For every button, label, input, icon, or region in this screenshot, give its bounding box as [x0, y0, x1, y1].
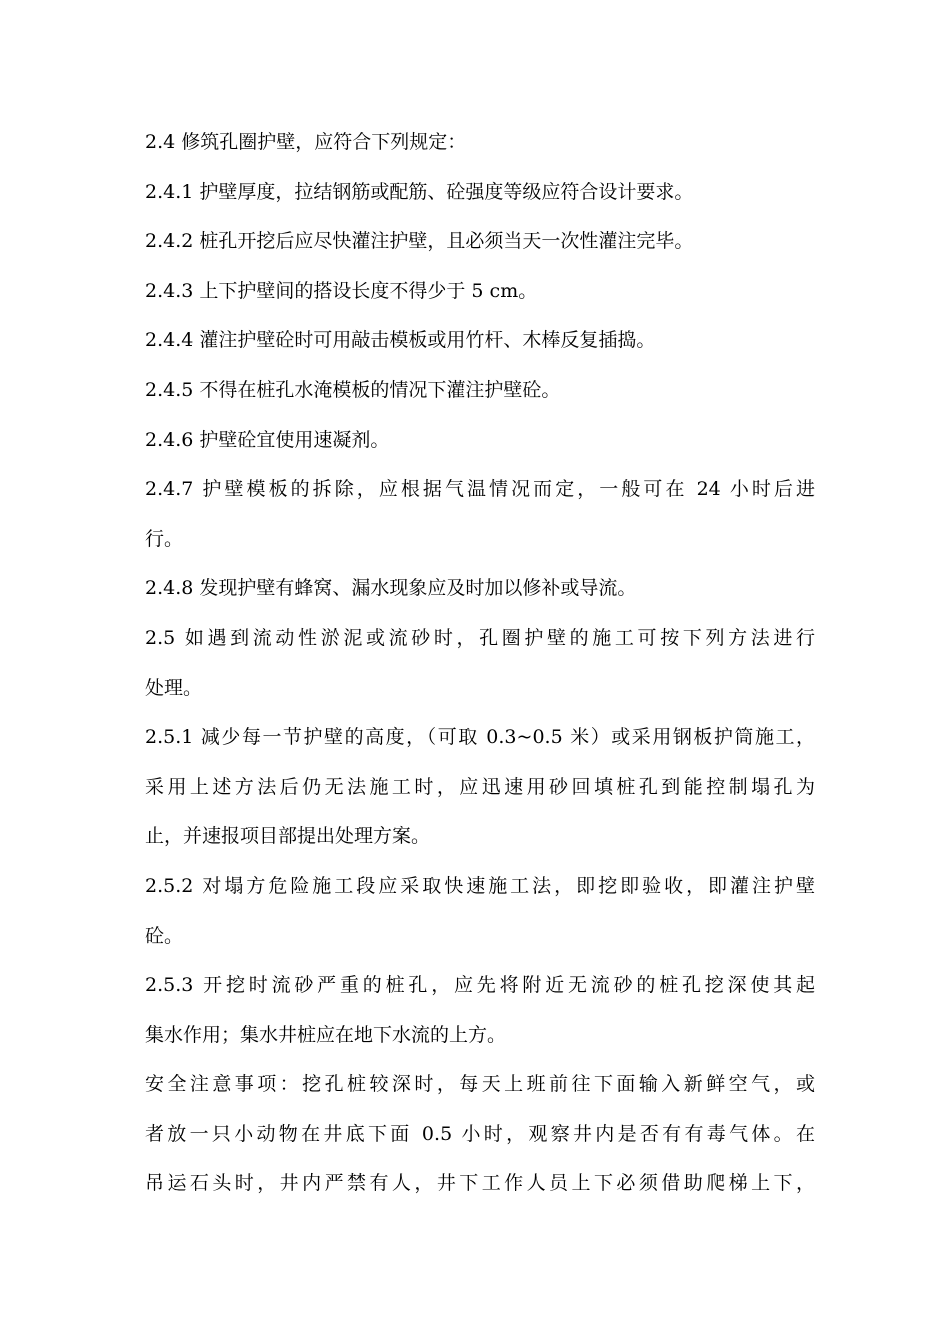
text-line: 2.5.1 减少每一节护壁的高度，（可取 0.3~0.5 米）或采用钢板护筒施工， [145, 726, 815, 749]
text-line: 处理。 [145, 676, 203, 699]
text-line: 行。 [145, 527, 184, 550]
text-line: 2.4.3 上下护壁间的搭设长度不得少于 5 cm。 [145, 279, 538, 302]
text-line: 2.4.1 护壁厚度，拉结钢筋或配筋、砼强度等级应符合设计要求。 [145, 180, 694, 203]
text-line: 2.5.2 对塌方危险施工段应采取快速施工法，即挖即验收，即灌注护壁 [145, 874, 815, 897]
text-line: 2.5.3 开挖时流砂严重的桩孔，应先将附近无流砂的桩孔挖深使其起 [145, 974, 815, 997]
document-body [145, 118, 815, 1209]
text-line: 砼。 [145, 924, 184, 947]
text-line: 2.4.8 发现护壁有蜂窝、漏水现象应及时加以修补或导流。 [145, 577, 637, 600]
text-line: 2.4.4 灌注护壁砼时可用敲击模板或用竹杆、木棒反复插捣。 [145, 329, 656, 352]
text-line: 者放一只小动物在井底下面 0.5 小时，观察井内是否有有毒气体。在 [145, 1122, 815, 1145]
text-line: 集水作用；集水井桩应在地下水流的上方。 [145, 1023, 507, 1046]
text-line: 采用上述方法后仍无法施工时，应迅速用砂回填桩孔到能控制塌孔为 [145, 775, 815, 798]
text-line: 2.4.5 不得在桩孔水淹模板的情况下灌注护壁砼。 [145, 378, 561, 401]
text-line: 2.5 如遇到流动性淤泥或流砂时，孔圈护壁的施工可按下列方法进行 [145, 626, 815, 649]
text-line: 2.4.7 护壁模板的拆除，应根据气温情况而定，一般可在 24 小时后进 [145, 478, 815, 501]
text-line: 止，并速报项目部提出处理方案。 [145, 825, 431, 848]
text-line: 2.4 修筑孔圈护壁，应符合下列规定： [145, 131, 467, 153]
text-line: 2.4.2 桩孔开挖后应尽快灌注护壁，且必须当天一次性灌注完毕。 [145, 230, 694, 253]
text-line: 安全注意事项：挖孔桩较深时，每天上班前往下面输入新鲜空气，或 [145, 1073, 815, 1096]
text-line: 吊运石头时，井内严禁有人，井下工作人员上下必须借助爬梯上下， [145, 1172, 815, 1195]
text-line: 2.4.6 护壁砼宜使用速凝剂。 [145, 428, 390, 451]
